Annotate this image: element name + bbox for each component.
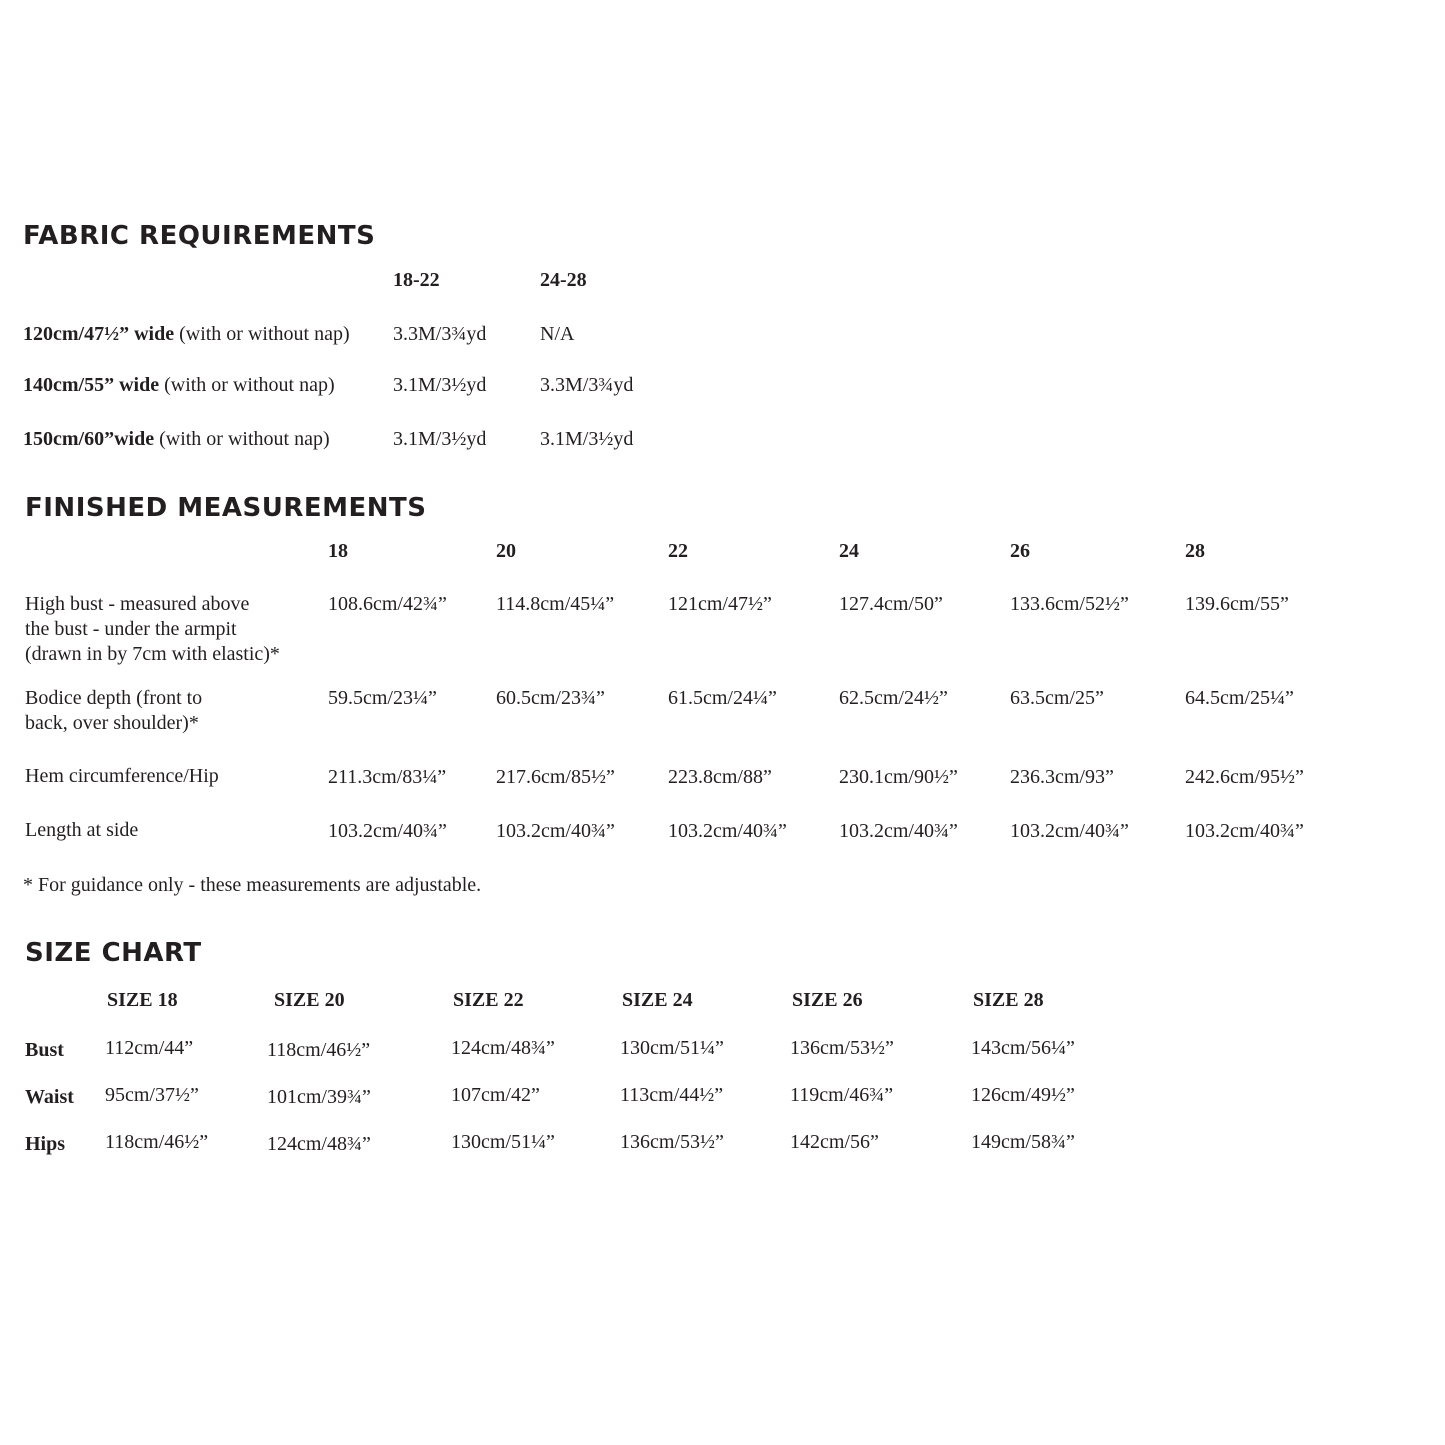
size-chart-value: 119cm/46¾”: [790, 1084, 894, 1106]
size-chart-value: 118cm/46½”: [267, 1039, 371, 1061]
finished-col-header: 18: [328, 540, 348, 562]
size-chart-value: 142cm/56”: [790, 1131, 879, 1153]
finished-value: 223.8cm/88”: [668, 766, 772, 788]
fabric-col-header-24-28: 24-28: [540, 269, 587, 291]
finished-row-label-bodice-depth: Bodice depth (front to back, over shoulder)*: [25, 687, 203, 734]
size-chart-col-header: SIZE 24: [622, 989, 693, 1011]
fabric-value: 3.1M/3½yd: [393, 428, 487, 450]
fabric-col-header-18-22: 18-22: [393, 269, 440, 291]
finished-value: 242.6cm/95½”: [1185, 766, 1304, 788]
fabric-value: 3.3M/3¾yd: [540, 374, 634, 396]
size-chart-value: 113cm/44½”: [620, 1084, 724, 1106]
size-chart-value: 124cm/48¾”: [451, 1037, 555, 1059]
size-chart-value: 126cm/49½”: [971, 1084, 1075, 1106]
finished-value: 63.5cm/25”: [1010, 687, 1104, 709]
finished-value: 61.5cm/24¼”: [668, 687, 777, 709]
finished-col-header: 22: [668, 540, 688, 562]
finished-value: 127.4cm/50”: [839, 593, 943, 615]
size-chart-value: 107cm/42”: [451, 1084, 540, 1106]
finished-value: 59.5cm/23¼”: [328, 687, 437, 709]
finished-value: 217.6cm/85½”: [496, 766, 615, 788]
finished-col-header: 26: [1010, 540, 1030, 562]
size-chart-col-header: SIZE 28: [973, 989, 1044, 1011]
size-chart-row-label-hips: Hips: [25, 1133, 66, 1155]
finished-row-label-high-bust: High bust - measured above the bust - under the armpit (drawn in by 7cm with elastic)*: [25, 593, 280, 665]
size-chart-value: 130cm/51¼”: [620, 1037, 724, 1059]
fabric-row-label: 140cm/55” wide (with or without nap): [23, 374, 335, 396]
finished-value: 64.5cm/25¼”: [1185, 687, 1294, 709]
finished-value: 114.8cm/45¼”: [496, 593, 615, 615]
size-chart-value: 101cm/39¾”: [267, 1086, 371, 1108]
size-chart-value: 112cm/44”: [105, 1037, 194, 1059]
finished-value: 108.6cm/42¾”: [328, 593, 447, 615]
finished-value: 121cm/47½”: [668, 593, 772, 615]
finished-row-label-hem: Hem circumference/Hip: [25, 765, 219, 787]
fabric-row-label: 120cm/47½” wide (with or without nap): [23, 323, 350, 345]
finished-value: 103.2cm/40¾”: [1010, 820, 1129, 842]
finished-measurements-heading: FINISHED MEASUREMENTS: [25, 493, 427, 523]
finished-value: 103.2cm/40¾”: [839, 820, 958, 842]
finished-footnote: * For guidance only - these measurements are adjustable.: [23, 874, 482, 896]
finished-value: 211.3cm/83¼”: [328, 766, 447, 788]
finished-col-header: 24: [839, 540, 859, 562]
fabric-row-label: 150cm/60”wide (with or without nap): [23, 428, 330, 450]
size-chart-value: 95cm/37½”: [105, 1084, 199, 1106]
size-chart-value: 143cm/56¼”: [971, 1037, 1075, 1059]
finished-value: 236.3cm/93”: [1010, 766, 1114, 788]
finished-value: 103.2cm/40¾”: [1185, 820, 1304, 842]
size-chart-value: 136cm/53½”: [620, 1131, 724, 1153]
fabric-value: 3.3M/3¾yd: [393, 323, 487, 345]
finished-value: 103.2cm/40¾”: [496, 820, 615, 842]
finished-value: 230.1cm/90½”: [839, 766, 958, 788]
size-chart-value: 130cm/51¼”: [451, 1131, 555, 1153]
finished-value: 139.6cm/55”: [1185, 593, 1289, 615]
size-chart-value: 118cm/46½”: [105, 1131, 209, 1153]
finished-value: 60.5cm/23¾”: [496, 687, 605, 709]
size-chart-col-header: SIZE 22: [453, 989, 524, 1011]
fabric-value: 3.1M/3½yd: [540, 428, 634, 450]
size-chart-row-label-waist: Waist: [25, 1086, 74, 1108]
size-chart-value: 124cm/48¾”: [267, 1133, 371, 1155]
fabric-value: 3.1M/3½yd: [393, 374, 487, 396]
finished-row-label-length: Length at side: [25, 819, 139, 841]
size-chart-row-label-bust: Bust: [25, 1039, 64, 1061]
finished-value: 103.2cm/40¾”: [668, 820, 787, 842]
size-chart-col-header: SIZE 26: [792, 989, 863, 1011]
finished-col-header: 28: [1185, 540, 1205, 562]
size-chart-value: 149cm/58¾”: [971, 1131, 1075, 1153]
finished-col-header: 20: [496, 540, 516, 562]
finished-value: 62.5cm/24½”: [839, 687, 948, 709]
finished-value: 133.6cm/52½”: [1010, 593, 1129, 615]
size-chart-col-header: SIZE 20: [274, 989, 345, 1011]
size-chart-heading: SIZE CHART: [25, 938, 202, 968]
fabric-requirements-heading: FABRIC REQUIREMENTS: [23, 221, 376, 251]
finished-value: 103.2cm/40¾”: [328, 820, 447, 842]
fabric-value: N/A: [540, 323, 575, 345]
size-chart-col-header: SIZE 18: [107, 989, 178, 1011]
size-chart-value: 136cm/53½”: [790, 1037, 894, 1059]
